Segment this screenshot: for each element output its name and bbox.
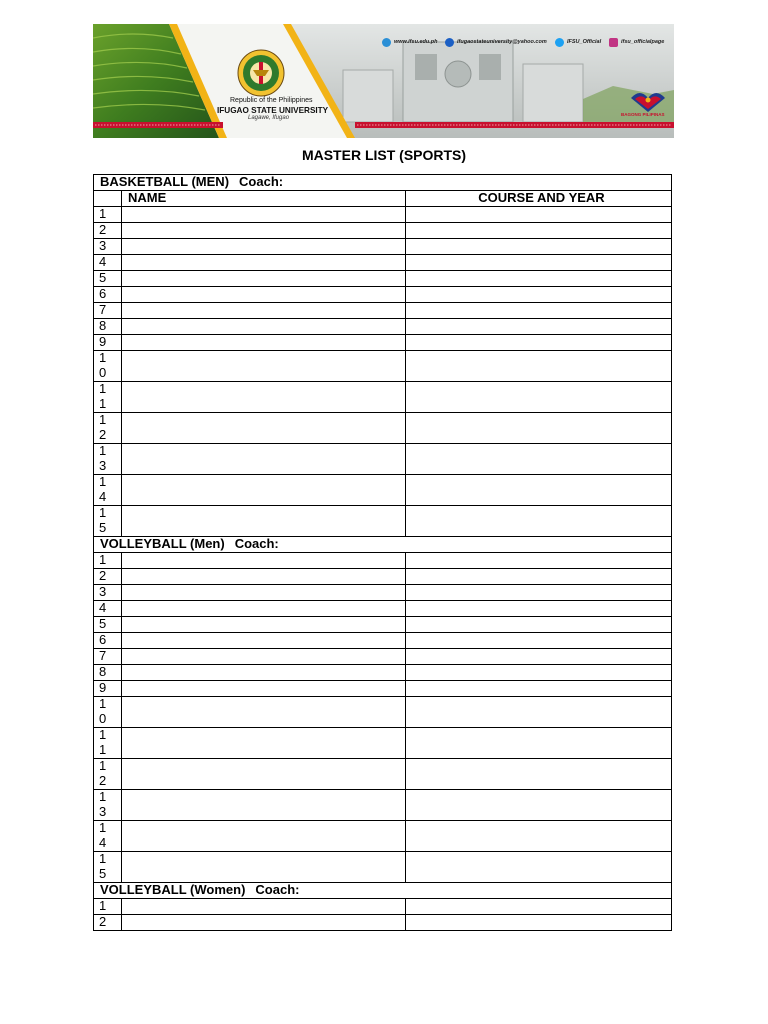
table-row [94, 271, 672, 287]
name-cell[interactable] [122, 790, 406, 821]
number-header [94, 191, 122, 207]
name-cell[interactable] [122, 382, 406, 413]
course-year-cell[interactable] [406, 617, 672, 633]
table-row [94, 413, 672, 444]
master-list-table [93, 174, 672, 931]
table-row [94, 207, 672, 223]
table-row [94, 665, 672, 681]
name-cell[interactable] [122, 601, 406, 617]
row-number: 2 [94, 915, 122, 931]
name-cell[interactable] [122, 444, 406, 475]
name-cell[interactable] [122, 569, 406, 585]
name-cell[interactable] [122, 239, 406, 255]
name-cell[interactable] [122, 852, 406, 883]
table-row [94, 303, 672, 319]
name-cell[interactable] [122, 223, 406, 239]
course-year-cell[interactable] [406, 413, 672, 444]
row-number: 1 1 [94, 382, 122, 413]
university-name: IFUGAO STATE UNIVERSITY [217, 106, 329, 115]
row-number: 1 2 [94, 413, 122, 444]
twitter-icon [555, 38, 564, 47]
instagram-icon [609, 38, 618, 47]
section-header-row [94, 537, 672, 553]
header-banner [93, 24, 674, 138]
course-year-cell[interactable] [406, 223, 672, 239]
name-cell[interactable] [122, 821, 406, 852]
row-number: 7 [94, 649, 122, 665]
row-number: 1 0 [94, 697, 122, 728]
course-year-cell[interactable] [406, 649, 672, 665]
course-year-cell[interactable] [406, 681, 672, 697]
globe-icon [382, 38, 391, 47]
table-row [94, 697, 672, 728]
page-title: MASTER LIST (SPORTS) [301, 147, 467, 163]
table-row [94, 649, 672, 665]
row-number: 2 [94, 569, 122, 585]
name-cell[interactable] [122, 553, 406, 569]
table-row [94, 255, 672, 271]
course-year-cell[interactable] [406, 553, 672, 569]
name-cell[interactable] [122, 413, 406, 444]
bagong-pilipinas-text: BAGONG PILIPINAS [621, 112, 665, 117]
table-row [94, 351, 672, 382]
name-cell[interactable] [122, 319, 406, 335]
table-row [94, 569, 672, 585]
row-number: 1 4 [94, 821, 122, 852]
course-year-cell[interactable] [406, 319, 672, 335]
table-row [94, 319, 672, 335]
sport-label: BASKETBALL (MEN) [100, 174, 230, 189]
name-header: NAME [122, 191, 406, 207]
row-number: 9 [94, 681, 122, 697]
course-year-cell[interactable] [406, 585, 672, 601]
row-number: 1 3 [94, 790, 122, 821]
row-number: 1 [94, 899, 122, 915]
row-number: 1 5 [94, 506, 122, 537]
course-year-cell[interactable] [406, 569, 672, 585]
table-row [94, 681, 672, 697]
university-location: Lagawe, Ifugao [248, 115, 290, 121]
name-cell[interactable] [122, 335, 406, 351]
course-year-cell[interactable] [406, 728, 672, 759]
name-cell[interactable] [122, 475, 406, 506]
row-number: 6 [94, 287, 122, 303]
name-cell[interactable] [122, 728, 406, 759]
facebook-contact: ifugaostateuniversity@yahoo.com [445, 36, 547, 48]
instagram-contact: ifsu_officialpage [609, 36, 664, 48]
table-row [94, 915, 672, 931]
table-row [94, 382, 672, 413]
table-row [94, 553, 672, 569]
row-number: 1 1 [94, 728, 122, 759]
name-cell[interactable] [122, 351, 406, 382]
name-cell[interactable] [122, 759, 406, 790]
name-cell[interactable] [122, 697, 406, 728]
course-year-cell[interactable] [406, 444, 672, 475]
table-row [94, 506, 672, 537]
row-number: 5 [94, 617, 122, 633]
course-year-cell[interactable] [406, 665, 672, 681]
course-year-cell[interactable] [406, 697, 672, 728]
coach-label: Coach: [239, 174, 284, 189]
table-row [94, 475, 672, 506]
table-row [94, 821, 672, 852]
section-header-row [94, 883, 672, 899]
course-year-cell[interactable] [406, 506, 672, 537]
row-number: 8 [94, 319, 122, 335]
course-year-cell[interactable] [406, 475, 672, 506]
university-seal [238, 50, 284, 96]
name-cell[interactable] [122, 585, 406, 601]
table-row [94, 852, 672, 883]
table-row [94, 899, 672, 915]
row-number: 4 [94, 601, 122, 617]
course-year-cell[interactable] [406, 633, 672, 649]
table-row [94, 444, 672, 475]
row-number: 2 [94, 223, 122, 239]
website-contact: www.ifsu.edu.ph [382, 36, 438, 48]
row-number: 6 [94, 633, 122, 649]
course-year-cell[interactable] [406, 852, 672, 883]
name-cell[interactable] [122, 255, 406, 271]
course-year-cell[interactable] [406, 335, 672, 351]
row-number: 3 [94, 239, 122, 255]
row-number: 5 [94, 271, 122, 287]
course-year-cell[interactable] [406, 915, 672, 931]
row-number: 1 3 [94, 444, 122, 475]
coach-label: Coach: [255, 882, 300, 897]
name-cell[interactable] [122, 617, 406, 633]
table-row [94, 790, 672, 821]
name-cell[interactable] [122, 506, 406, 537]
row-number: 1 [94, 207, 122, 223]
name-cell[interactable] [122, 649, 406, 665]
sport-label: VOLLEYBALL (Men) [100, 536, 225, 551]
course-year-cell[interactable] [406, 351, 672, 382]
section-title [94, 175, 672, 191]
table-row [94, 223, 672, 239]
name-cell[interactable] [122, 271, 406, 287]
facebook-icon [445, 38, 454, 47]
course-year-cell[interactable] [406, 821, 672, 852]
row-number: 1 5 [94, 852, 122, 883]
course-year-cell[interactable] [406, 239, 672, 255]
course-year-cell[interactable] [406, 759, 672, 790]
table-row [94, 239, 672, 255]
row-number: 8 [94, 665, 122, 681]
name-cell[interactable] [122, 303, 406, 319]
name-cell[interactable] [122, 899, 406, 915]
course-year-cell[interactable] [406, 790, 672, 821]
twitter-contact: IFSU_Official [555, 36, 601, 48]
name-cell[interactable] [122, 681, 406, 697]
course-year-cell[interactable] [406, 287, 672, 303]
row-number: 1 0 [94, 351, 122, 382]
name-cell[interactable] [122, 287, 406, 303]
table-row [94, 601, 672, 617]
row-number: 1 [94, 553, 122, 569]
table-row [94, 759, 672, 790]
sport-label: VOLLEYBALL (Women) [100, 882, 246, 897]
row-number: 7 [94, 303, 122, 319]
row-number: 1 2 [94, 759, 122, 790]
section-title [94, 537, 672, 553]
row-number: 1 4 [94, 475, 122, 506]
course-year-cell[interactable] [406, 601, 672, 617]
course-year-cell[interactable] [406, 382, 672, 413]
table-row [94, 287, 672, 303]
name-cell[interactable] [122, 633, 406, 649]
row-number: 9 [94, 335, 122, 351]
row-number: 3 [94, 585, 122, 601]
coach-label: Coach: [234, 536, 279, 551]
table-row [94, 728, 672, 759]
course-year-cell[interactable] [406, 303, 672, 319]
course-year-cell[interactable] [406, 271, 672, 287]
name-cell[interactable] [122, 665, 406, 681]
table-row [94, 335, 672, 351]
name-cell[interactable] [122, 915, 406, 931]
table-row [94, 617, 672, 633]
course-year-cell[interactable] [406, 899, 672, 915]
course-header: COURSE AND YEAR [406, 191, 672, 207]
column-header-row [94, 191, 672, 207]
row-number: 4 [94, 255, 122, 271]
republic-text: Republic of the Philippines [230, 97, 313, 104]
section-title [94, 883, 672, 899]
section-header-row [94, 175, 672, 191]
course-year-cell[interactable] [406, 255, 672, 271]
course-year-cell[interactable] [406, 207, 672, 223]
table-row [94, 633, 672, 649]
table-row [94, 585, 672, 601]
name-cell[interactable] [122, 207, 406, 223]
